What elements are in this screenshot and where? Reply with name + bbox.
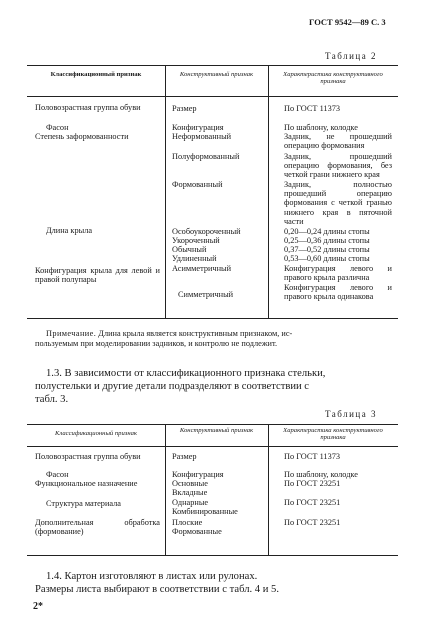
paragraph-1-3: 1.3. В зависимости от классификационного признака стельки, (46, 368, 326, 379)
paragraph-1-4: 1.4. Картон изготовляют в листах или рулонах. (46, 571, 258, 582)
table2-col-header: Классификационный признак (50, 71, 142, 78)
table3-cell: Однарные (172, 498, 209, 507)
table2-cell: Степень заформованности (35, 132, 129, 141)
paragraph-1-4: Размеры листа выбирают в соответствии с табл. 4 и 5. (35, 584, 279, 595)
table3-col-header: Классификационный признак (55, 430, 137, 437)
note-line: пользуемым при моделировании задников, и контролю не подлежит. (35, 339, 278, 348)
table3-cell: Функциональное назначение (35, 479, 138, 488)
table3-bottom-rule (27, 555, 398, 556)
table2-cell: Фасон (46, 123, 69, 132)
table3-cell: Фасон (46, 470, 69, 479)
table3-cell: Половозрастная группа обуви (35, 452, 141, 461)
table3-col-header: Конструктивный признак (179, 427, 254, 434)
table3-cell: Дополнительная обработка (формование) (35, 518, 160, 537)
table2-cell: Формованный (172, 180, 223, 189)
table3-cell: Вкладные (172, 488, 208, 497)
table2-cell: Задник, прошедший операцию формования, без четкой грани нижнего края (284, 152, 392, 180)
table2-cell: Симметричный (178, 290, 234, 299)
table2-caption: Таблица 2 (325, 51, 377, 61)
page-mark: 2* (33, 601, 43, 612)
table3-cell: Основные (172, 479, 208, 488)
table3-cell: По шаблону, колодке (284, 470, 358, 479)
table3-col-header: Характеристика конструктивного признака (283, 427, 383, 442)
table2-cell: По ГОСТ 11373 (284, 104, 341, 113)
table3-cell: Конфигурация (172, 470, 224, 479)
table2-cell: Половозрастная группа обуви (35, 103, 141, 112)
table2-cell: Конфигурация левого и правого крыла различна (284, 264, 392, 283)
table2-cell: Конфигурация левого и правого крыла одинакова (284, 283, 392, 302)
table3-cell: По ГОСТ 23251 (284, 518, 341, 527)
table3-col-divider (165, 424, 166, 555)
table2-header-rule (27, 96, 398, 97)
table2-cell: Конфигурация крыла для левой и правой полупары (35, 266, 160, 285)
table2-cell: Удлиненный (172, 254, 217, 263)
paragraph-1-3: полустельки и другие детали подразделяют в соответствии с (35, 381, 310, 392)
table2-cell: Асимметричный (172, 264, 232, 273)
paragraph-1-3: табл. 3. (35, 394, 69, 405)
table2-cell: 0,37—0,52 длины стопы (284, 245, 370, 254)
table2-col-header: Характеристика конструктивного признака (283, 71, 383, 86)
table2-cell: Задник, не прошедший операцию формования (284, 132, 392, 151)
table3-top-rule (27, 424, 398, 425)
table2-cell: Длина крыла (46, 226, 93, 235)
table2-cell: Полуформованный (172, 152, 240, 161)
table2-bottom-rule (27, 318, 398, 319)
table2-col-header: Конструктивный признак (179, 71, 254, 78)
table2-cell: Задник, полностью прошедший операцию формования с четкой гранью нижнего края в пяточной части (284, 180, 392, 226)
table2-top-rule (27, 65, 398, 66)
table2-cell: Особоукороченный (172, 227, 241, 236)
table3-cell: По ГОСТ 11373 (284, 452, 341, 461)
table2-cell: 0,53—0,60 длины стопы (284, 254, 370, 263)
table2-col-divider (165, 65, 166, 318)
table3-header-rule (27, 446, 398, 447)
table3-cell: Размер (172, 452, 197, 461)
note-line: Примечание. Длина крыла является конструктивным признаком, ис- (46, 329, 293, 338)
table3-col-divider (268, 424, 269, 555)
table3-cell: Структура материала (46, 499, 121, 508)
table3-cell: По ГОСТ 23251 (284, 498, 341, 507)
table3-caption: Таблица 3 (325, 409, 377, 419)
table3-cell: Формованные (172, 527, 222, 536)
table2-cell: 0,25—0,36 длины стопы (284, 236, 370, 245)
table2-cell: 0,20—0,24 длины стопы (284, 227, 370, 236)
table3-cell: Плоские (172, 518, 203, 527)
table2-cell: Конфигурация (172, 123, 224, 132)
table3-cell: По ГОСТ 23251 (284, 479, 341, 488)
table2-cell: Обычный (172, 245, 207, 254)
page-header: ГОСТ 9542—89 С. 3 (309, 17, 386, 27)
table2-cell: Неформованный (172, 132, 232, 141)
table2-cell: Укороченный (172, 236, 220, 245)
table2-col-divider (268, 65, 269, 318)
table2-cell: По шаблону, колодке (284, 123, 358, 132)
note-label: Примечание. (46, 329, 97, 338)
table3-cell: Комбинированные (172, 507, 238, 516)
table2-cell: Размер (172, 104, 197, 113)
